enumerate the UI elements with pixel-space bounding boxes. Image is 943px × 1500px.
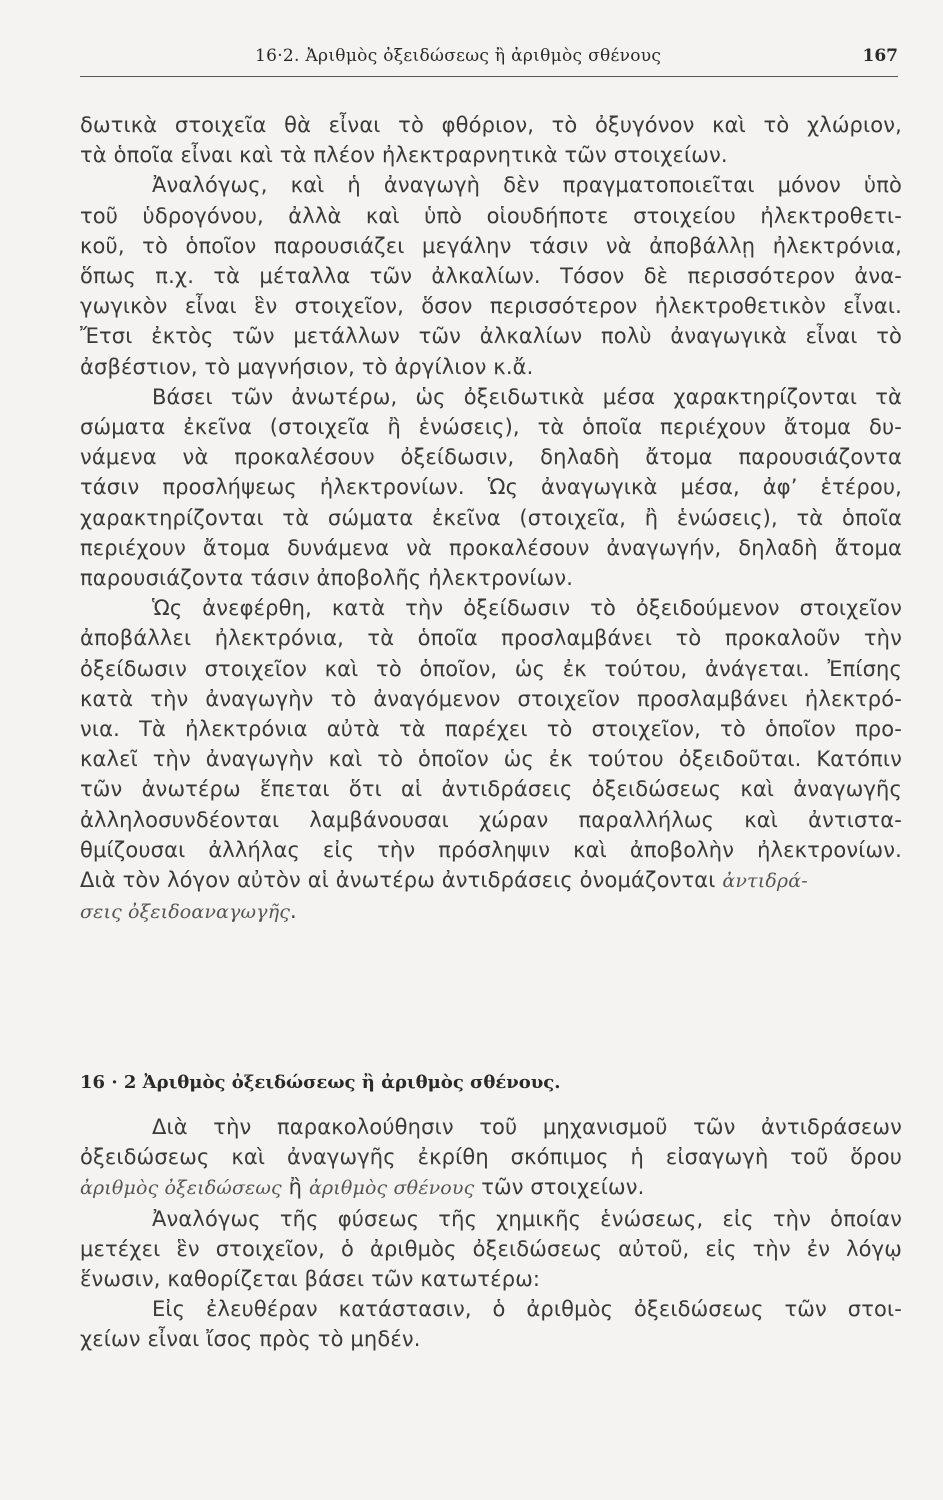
text-line: θμίζουσαι ἀλλήλας εἰς τὴν πρόσληψιν καὶ ἀποβολὴν ἠλεκτρονίων.	[80, 837, 902, 862]
italic-term: ἀντιδρά-	[722, 870, 808, 893]
body-text	[80, 110, 902, 927]
text-line: νάμενα νὰ προκαλέσουν ὀξείδωσιν, δηλαδὴ ἄτομα παρουσιάζοντα	[80, 445, 902, 470]
text-line: ὅπως π.χ. τὰ μέταλλα τῶν ἀλκαλίων. Τόσον δὲ περισσότερον ἀνα-	[80, 264, 902, 289]
text-line: τὰ ὁποῖα εἶναι καὶ τὰ πλέον ἠλεκτραρνητικὰ τῶν στοιχείων.	[80, 143, 728, 168]
page-number: 167	[862, 46, 898, 66]
text-line: χαρακτηρίζονται τὰ σώματα ἐκεῖνα (στοιχεῖα, ἢ ἑνώσεις), τὰ ὁποῖα	[80, 505, 902, 530]
italic-term: σεις ὀξειδοαναγωγῆς	[80, 901, 291, 924]
text-fragment: τῶν στοιχείων.	[474, 1175, 645, 1200]
text-line: Ἀναλόγως, καὶ ἡ ἀναγωγὴ δὲν πραγματοποιεῖται μόνον ὑπὸ	[152, 173, 902, 198]
text-line: τοῦ ὑδρογόνου, ἀλλὰ καὶ ὑπὸ οἱουδήποτε στοιχείου ἠλεκτροθετι-	[80, 203, 902, 228]
text-line: τῶν ἀνωτέρω ἕπεται ὅτι αἱ ἀντιδράσεις ὀξειδώσεως καὶ ἀναγωγῆς	[80, 777, 902, 802]
text-line: Ἔτσι ἐκτὸς τῶν μετάλλων τῶν ἀλκαλίων πολὺ ἀναγωγικὰ εἶναι τὸ	[80, 324, 902, 349]
text-line: ἕνωσιν, καθορίζεται βάσει τῶν κατωτέρω:	[80, 1267, 541, 1292]
text-line: καλεῖ τὴν ἀναγωγὴν καὶ τὸ ὁποῖον ὡς ἐκ τούτου ὀξειδοῦται. Κατόπιν	[80, 747, 902, 772]
text-line: Ἀναλόγως τῆς φύσεως τῆς χημικῆς ἑνώσεως, εἰς τὴν ὁποίαν	[152, 1206, 902, 1231]
text-line	[80, 865, 902, 896]
text-line: κατὰ τὴν ἀναγωγὴν τὸ ἀναγόμενον στοιχεῖον προσλαμβάνει ἠλεκτρό-	[80, 686, 902, 711]
text-line: ἀλληλοσυνδέονται λαμβάνουσαι χώραν παραλλήλως καὶ ἀντιστα-	[80, 807, 902, 832]
text-line: περιέχουν ἄτομα δυνάμενα νὰ προκαλέσουν ἀναγωγήν, δηλαδὴ ἄτομα	[80, 535, 902, 560]
text-line: Βάσει τῶν ἀνωτέρω, ὡς ὀξειδωτικὰ μέσα χαρακτηρίζονται τὰ	[152, 384, 902, 409]
text-line: κοῦ, τὸ ὁποῖον παρουσιάζει μεγάλην τάσιν νὰ ἀποβάλλῃ ἠλεκτρόνια,	[80, 233, 902, 258]
text-line: Εἰς ἐλευθέραν κατάστασιν, ὁ ἀριθμὸς ὀξειδώσεως τῶν στοι-	[152, 1297, 902, 1322]
text-line: γωγικὸν εἶναι ἓν στοιχεῖον, ὅσον περισσότερον ἠλεκτροθετικὸν εἶναι.	[80, 294, 902, 319]
text-line: ἀποβάλλει ἠλεκτρόνια, τὰ ὁποῖα προσλαμβάνει τὸ προκαλοῦν τὴν	[80, 626, 902, 651]
text-fragment: ἢ	[281, 1175, 309, 1200]
italic-term: ἀριθμὸς ὀξειδώσεως	[80, 1177, 282, 1200]
text-line: ὀξειδώσεως καὶ ἀναγωγῆς ἐκρίθη σκόπιμος ἡ εἰσαγωγὴ τοῦ ὅρου	[80, 1145, 902, 1170]
italic-term: ἀριθμὸς σθένους	[308, 1177, 475, 1200]
text-line: μετέχει ἓν στοιχεῖον, ὁ ἀριθμὸς ὀξειδώσεως αὐτοῦ, εἰς τὴν ἐν λόγῳ	[80, 1236, 902, 1261]
text-line: σώματα ἐκεῖνα (στοιχεῖα ἢ ἑνώσεις), τὰ ὁποῖα περιέχουν ἄτομα δυ-	[80, 415, 902, 440]
text-line: Διὰ τὴν παρακολούθησιν τοῦ μηχανισμοῦ τῶν ἀντιδράσεων	[152, 1115, 902, 1139]
text-line: ὀξείδωσιν στοιχεῖον καὶ τὸ ὁποῖον, ὡς ἐκ τούτου, ἀνάγεται. Ἐπίσης	[80, 656, 902, 681]
text-line	[80, 896, 902, 927]
text-fragment: Διὰ τὸν λόγον αὐτὸν αἱ ἀνωτέρω ἀντιδράσεις ὀνομάζονται	[80, 868, 723, 893]
text-line: χείων εἶναι ἴσος πρὸς τὸ μηδέν.	[80, 1327, 421, 1352]
text-line	[80, 1172, 902, 1203]
section-heading: 16 · 2 Ἀριθμὸς ὀξειδώσεως ἢ ἀριθμὸς σθένους.	[80, 1072, 561, 1093]
text-fragment: .	[290, 899, 297, 924]
text-line: δωτικὰ στοιχεῖα θὰ εἶναι τὸ φθόριον, τὸ ὀξυγόνον καὶ τὸ χλώριον,	[80, 113, 902, 137]
text-line: παρουσιάζοντα τάσιν ἀποβολῆς ἠλεκτρονίων.	[80, 566, 574, 591]
text-line: τάσιν προσλήψεως ἠλεκτρονίων. Ὡς ἀναγωγικὰ μέσα, ἀφ’ ἑτέρου,	[80, 475, 902, 500]
text-line: Ὡς ἀνεφέρθη, κατὰ τὴν ὀξείδωσιν τὸ ὀξειδούμενον στοιχεῖον	[152, 596, 902, 621]
header-title: 16·2. Ἀριθμὸς ὀξειδώσεως ἢ ἀριθμὸς σθένους	[255, 46, 662, 66]
body-text-section	[80, 1112, 902, 1355]
running-header	[80, 40, 898, 77]
text-line: νια. Τὰ ἠλεκτρόνια αὐτὰ τὰ παρέχει τὸ στοιχεῖον, τὸ ὁποῖον προ-	[80, 717, 902, 742]
text-line: ἀσβέστιον, τὸ μαγνήσιον, τὸ ἀργίλιον κ.ἄ.	[80, 354, 534, 379]
